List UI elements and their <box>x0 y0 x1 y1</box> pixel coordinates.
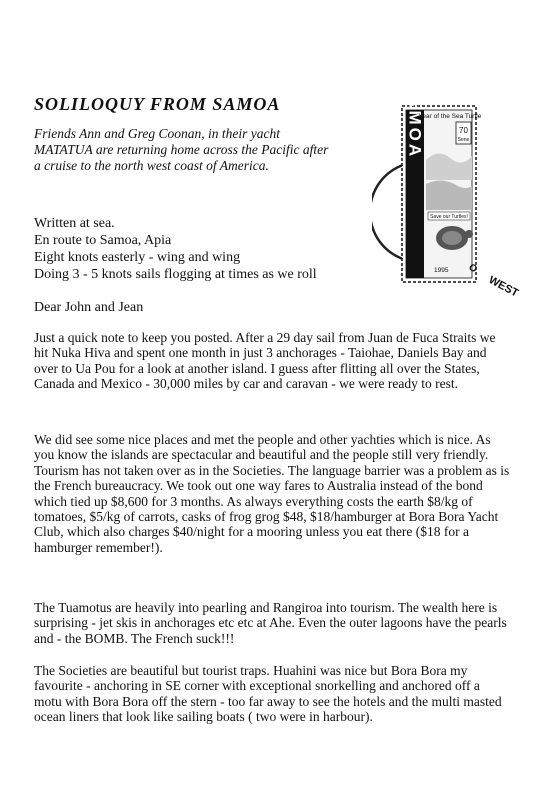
stamp-currency: Sene <box>457 137 470 143</box>
stamp-graphic <box>372 100 532 300</box>
paragraph: The Societies are beautiful but tourist traps. Huahini was nice but Bora Bora my favourite - anchoring in SE corner with exceptional snorkelling and anchored off a motu with Bora Bora off the stern - too far away to see the hotels and the multi masted ocean liners that look like sailing boats ( two were in harbour). <box>34 663 502 725</box>
header-line: Doing 3 - 5 knots sails flogging at times as we roll <box>34 267 317 282</box>
header-line: En route to Samoa, Apia <box>34 233 172 248</box>
salutation: Dear John and Jean <box>34 300 144 315</box>
turtle-shell <box>442 231 462 245</box>
stamp-caption: Year of the Sea Turtle <box>418 113 482 120</box>
stamp-year: 1995 <box>434 267 449 274</box>
paragraph: We did see some nice places and met the people and other yachties which is nice. As you know the islands are spectacular and beautiful and the people still very friendly. Tourism has not taken over as in the Societies. The language barrier was a problem as is the French bureaucracy. We took out one way fares to Australia instead of the bond which tied up $8,600 for 3 months. As always everything costs the earth $8/kg of tomatoes, $5/kg of carrots, casks of frog grog $48, $18/hamburger at Bora Bora Yacht Club, which also charges $40/night for a mooring unless you eat there ($18 for a hamburger remember!). <box>34 432 510 555</box>
paragraph: Just a quick note to keep you posted. After a 29 day sail from Juan de Fuca Straits we hit Nuka Hiva and spent one month in just 3 anchorages - Taiohae, Daniels Bay and over to Ua Pou for a look at another island. I guess after flitting all over the States, Canada and Mexico - 30,000 miles by car and caravan - we were ready to rest. <box>34 330 496 392</box>
header-line: Eight knots easterly - wing and wing <box>34 250 241 265</box>
stamp-value: 70 <box>459 126 468 135</box>
letter-header <box>34 215 394 283</box>
postmark-text: WEST <box>486 274 521 300</box>
postmark-fragment: O <box>466 261 480 276</box>
document-title: SOLILOQUY FROM SAMOA <box>34 94 281 114</box>
intro-text: Friends Ann and Greg Coonan, in their yacht MATATUA are returning home across the Pacific after a cruise to the north west coast of America. <box>34 126 329 173</box>
header-line: Written at sea. <box>34 216 115 231</box>
turtle-head <box>465 230 473 238</box>
postage-stamp <box>372 100 532 300</box>
paragraph: The Tuamotus are heavily into pearling and Rangiroa into tourism. The wealth here is surprising - jet skis in anchorages etc etc at Ahe. Even the outer lagoons have the pearls and - the BOMB. The French suck!!! <box>34 600 507 646</box>
stamp-country: SAMOA <box>405 100 425 160</box>
stamp-banner: Save our Turtles! <box>430 214 468 220</box>
